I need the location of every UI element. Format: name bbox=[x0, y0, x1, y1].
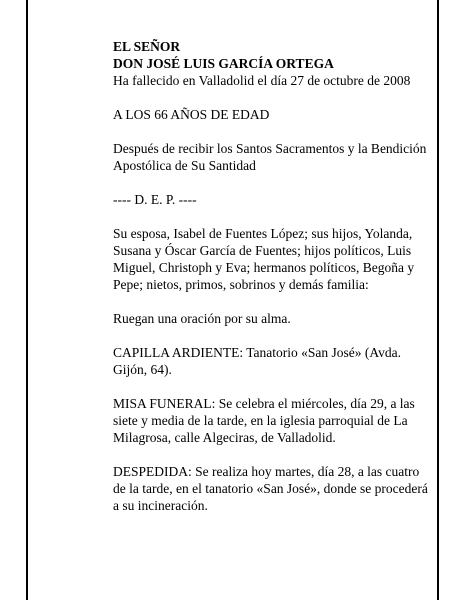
obituary-notice bbox=[113, 38, 431, 531]
obituary-header bbox=[113, 38, 431, 89]
title-line: EL SEÑOR bbox=[113, 39, 181, 54]
page-border-left bbox=[26, 0, 28, 600]
sacraments-statement: Después de recibir los Santos Sacramentos y la Bendición Apostólica de Su Santidad bbox=[113, 141, 427, 173]
deceased-name: DON JOSÉ LUIS GARCÍA ORTEGA bbox=[113, 56, 334, 71]
death-statement: Ha fallecido en Valladolid el día 27 de octubre de 2008 bbox=[113, 73, 411, 88]
family-paragraph: Su esposa, Isabel de Fuentes López; sus hijos, Yolanda, Susana y Óscar García de Fuentes; hijos políticos, Luis Miguel, Christoph y Eva; hermanos políticos, Begoña y Pepe; nietos, primos, sobrinos y demás familia: bbox=[113, 226, 415, 292]
farewell-info: DESPEDIDA: Se realiza hoy martes, día 28, a las cuatro de la tarde, en el tanatorio «San José», donde se procederá a su incineración. bbox=[113, 464, 428, 513]
prayer-request: Ruegan una oración por su alma. bbox=[113, 311, 291, 326]
page-border-right bbox=[437, 0, 439, 600]
chapel-info: CAPILLA ARDIENTE: Tanatorio «San José» (Avda. Gijón, 64). bbox=[113, 345, 402, 377]
funeral-mass-info: MISA FUNERAL: Se celebra el miércoles, día 29, a las siete y media de la tarde, en la iglesia parroquial de La Milagrosa, calle Algeciras, de Valladolid. bbox=[113, 396, 415, 445]
rip-line: ---- D. E. P. ---- bbox=[113, 192, 197, 207]
age-statement: A LOS 66 AÑOS DE EDAD bbox=[113, 107, 270, 122]
